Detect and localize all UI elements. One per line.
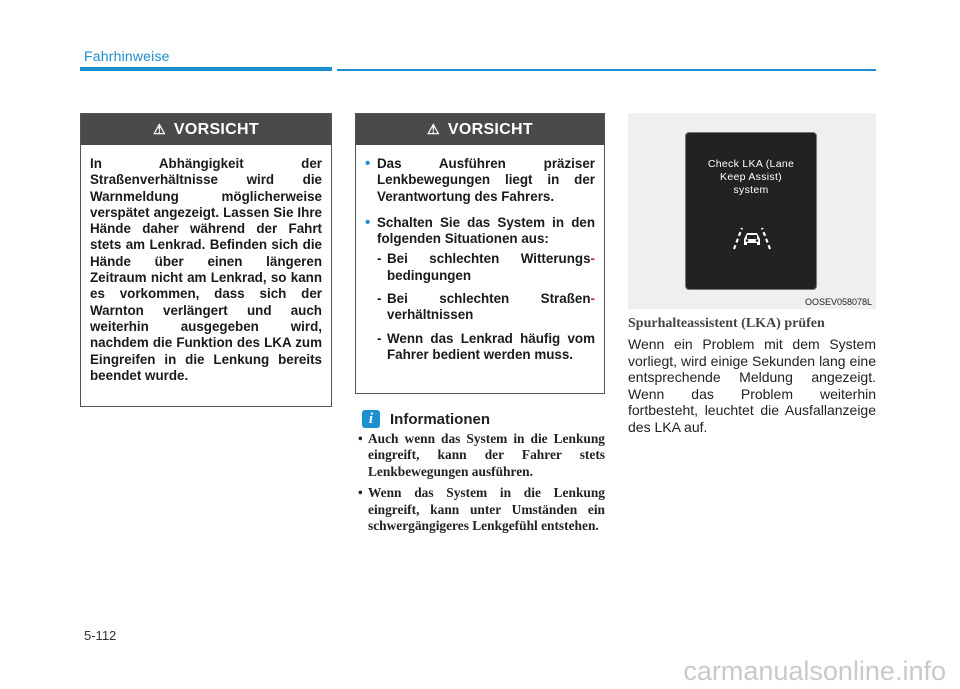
info-title: Informationen — [390, 410, 490, 428]
header-bar-dark — [80, 67, 332, 71]
display-line: Keep Assist) — [720, 171, 782, 183]
caution-bullet-text: Schalten Sie das System in den folgenden Situationen aus: — [377, 214, 595, 247]
info-item: • Auch wenn das System in die Lenkung eingreift, kann der Fahrer stets Lenkbewegungen ausführen. — [358, 431, 605, 480]
watermark: carmanualsonline.info — [683, 656, 946, 686]
info-icon: i — [362, 410, 380, 428]
caution-box-middle — [355, 113, 605, 394]
subitem-text: Bei schlechten Straßen — [387, 291, 591, 307]
caution-text: In Abhängigkeit der Straßenverhältnisse wird die Warnmeldung möglicherweise verspätet angezeigt. Lassen Sie Ihre Hände daher während der Fahrt stets am Lenkrad. Befinden sich die Hände über einen längeren Zeitraum nicht am Lenkrad, so kann es vorkommen, dass sich der Warnton verlängert und auch weiterhin ausgegeben wird, nachdem die Funktion des LKA zum Eingreifen in die Lenkung bereits beendet wurde. — [90, 156, 322, 383]
page-number: 5-112 — [84, 628, 117, 643]
subitem-text: verhältnissen — [387, 307, 474, 323]
info-item: • Wenn das System in die Lenkung eingreift, kann unter Umständen ein schwergängigeres Lenkgefühl entstehen. — [358, 485, 605, 534]
section-heading: Spurhalteassistent (LKA) prüfen — [628, 316, 825, 331]
caution-title: VORSICHT — [173, 120, 259, 138]
dash: - — [377, 291, 382, 307]
display-line: Check LKA (Lane — [707, 158, 795, 170]
caution-body — [356, 145, 604, 383]
dash: - — [377, 251, 382, 267]
caution-title: VORSICHT — [447, 120, 533, 138]
subitem-text: bedingungen — [387, 267, 472, 283]
caution-header — [81, 114, 331, 145]
hyphen: - — [590, 251, 595, 267]
header-bar-light — [337, 69, 876, 71]
caution-subitem — [377, 251, 595, 284]
dash: - — [377, 330, 382, 346]
hyphen: - — [590, 291, 595, 307]
subitem-text: Bei schlechten Witterungs — [387, 251, 591, 267]
figure-code: OOSEV058078L — [804, 297, 872, 307]
display-message — [686, 158, 816, 197]
caution-bullet — [365, 156, 595, 205]
caution-subitem — [377, 291, 595, 324]
caution-header — [356, 114, 604, 145]
subitem-text: Wenn das Lenkrad häufig vom Fahrer bedient werden muss. — [387, 330, 595, 362]
lane-keep-assist-icon — [730, 225, 774, 251]
cluster-display — [685, 132, 817, 290]
cluster-figure — [628, 113, 876, 309]
caution-box-left — [80, 113, 332, 407]
caution-list — [365, 156, 595, 363]
caution-subitem — [377, 331, 595, 364]
caution-bullet — [365, 215, 595, 363]
section-body-text: Wenn ein Problem mit dem System vorliegt, wird einige Sekunden lang eine entsprechende Meldung angezeigt. Wenn das Problem weiterhin fortbesteht, leuchtet die Ausfallanzeige des LKA auf. — [628, 336, 876, 435]
warning-triangle-icon: ⚠ — [153, 121, 166, 137]
caution-sublist — [377, 251, 595, 363]
section-title: Fahrhinweise — [84, 48, 170, 64]
info-list — [358, 431, 605, 539]
display-line: system — [733, 184, 769, 196]
warning-triangle-icon: ⚠ — [427, 121, 440, 137]
caution-bullet-text: Das Ausführen präziser Lenkbewegungen liegt in der Verantwortung des Fahrers. — [377, 156, 595, 204]
info-header — [362, 410, 490, 428]
